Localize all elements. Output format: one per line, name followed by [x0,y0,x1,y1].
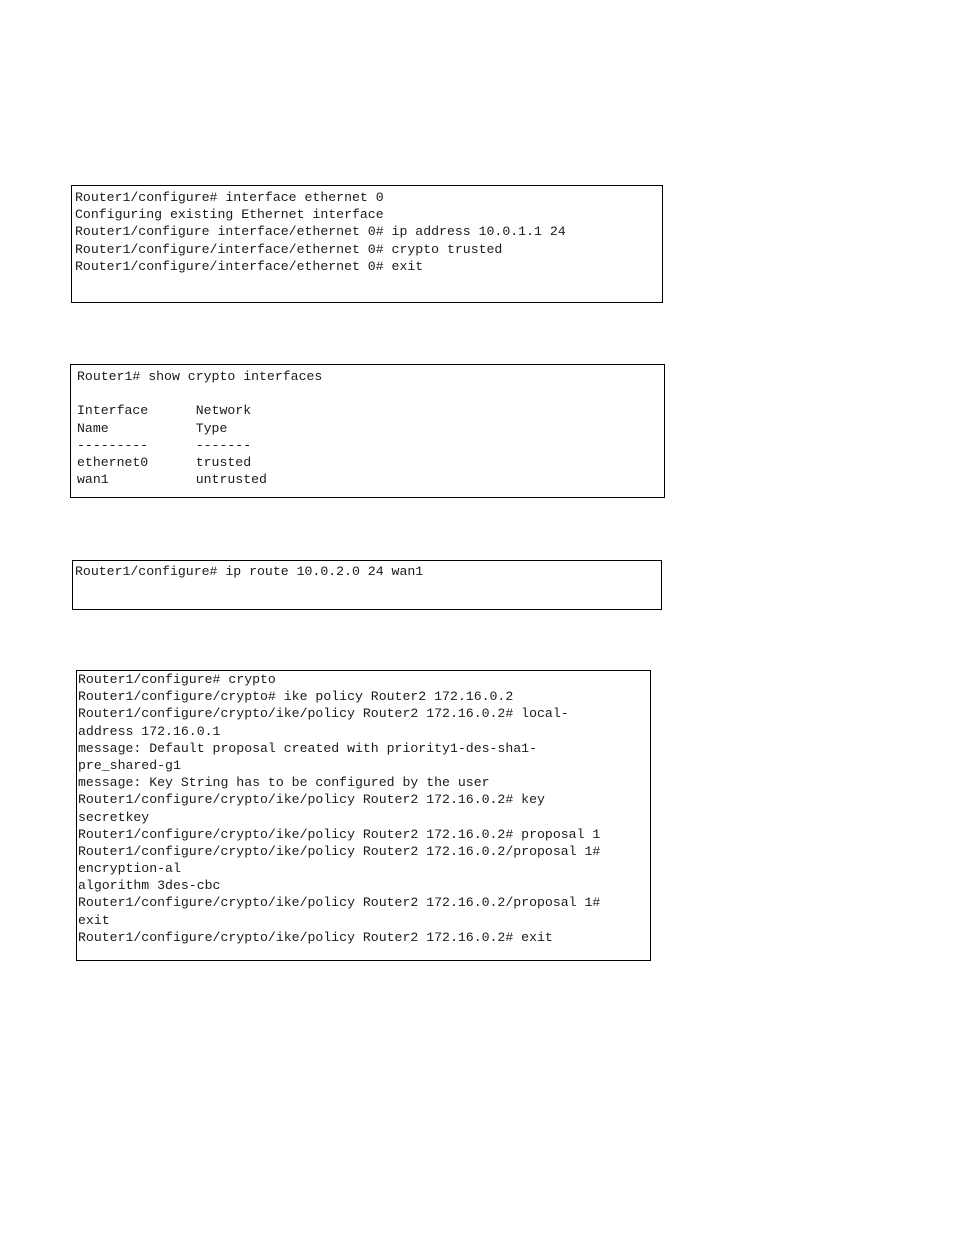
code-line: Router1/configure interface/ethernet 0# ip address 10.0.1.1 24 [75,224,566,240]
code-line: Router1/configure/crypto/ike/policy Router2 172.16.0.2# key [78,792,545,808]
code-line: Router1/configure/crypto/ike/policy Router2 172.16.0.2/proposal 1# [78,895,601,911]
code-line: wan1 untrusted [77,472,267,488]
code-line: encryption-al [78,861,181,877]
code-block-ike-policy [76,670,651,961]
code-line: Router1/configure# ip route 10.0.2.0 24 wan1 [75,564,424,579]
code-line: Router1/configure# crypto [78,672,276,687]
code-line: Router1/configure/interface/ethernet 0# exit [75,258,424,274]
code-line: exit [78,912,110,928]
code-line: secretkey [78,809,150,825]
code-line: address 172.16.0.1 [78,723,221,739]
code-line: Router1/configure/crypto/ike/policy Router2 172.16.0.2# local- [78,706,569,722]
code-line [77,385,664,402]
code-line: Configuring existing Ethernet interface [75,207,384,223]
code-line: Router1/configure/crypto/ike/policy Router2 172.16.0.2# proposal 1 [78,826,601,842]
code-line: Name Type [77,420,228,436]
code-line: Router1/configure# interface ethernet 0 [75,190,384,205]
code-line: message: Default proposal created with priority1-des-sha1- [78,740,537,756]
code-line: Router1/configure/crypto/ike/policy Router2 172.16.0.2/proposal 1# [78,843,601,859]
code-line: Router1/configure/crypto# ike policy Router2 172.16.0.2 [78,689,514,705]
code-block-ip-route [72,560,662,610]
code-block-show-crypto-interfaces [70,364,665,498]
code-line: Router1/configure/interface/ethernet 0# crypto trusted [75,241,503,257]
code-line: Router1/configure/crypto/ike/policy Router2 172.16.0.2# exit [78,929,553,945]
code-block-interface-config [71,185,663,303]
code-line: ethernet0 trusted [77,454,252,470]
code-line: Router1# show crypto interfaces [77,369,323,384]
code-line: algorithm 3des-cbc [78,878,221,894]
code-line: Interface Network [77,403,252,419]
code-line: --------- ------- [77,437,252,453]
code-line: pre_shared-g1 [78,757,181,773]
code-line: message: Key String has to be configured by the user [78,775,490,791]
